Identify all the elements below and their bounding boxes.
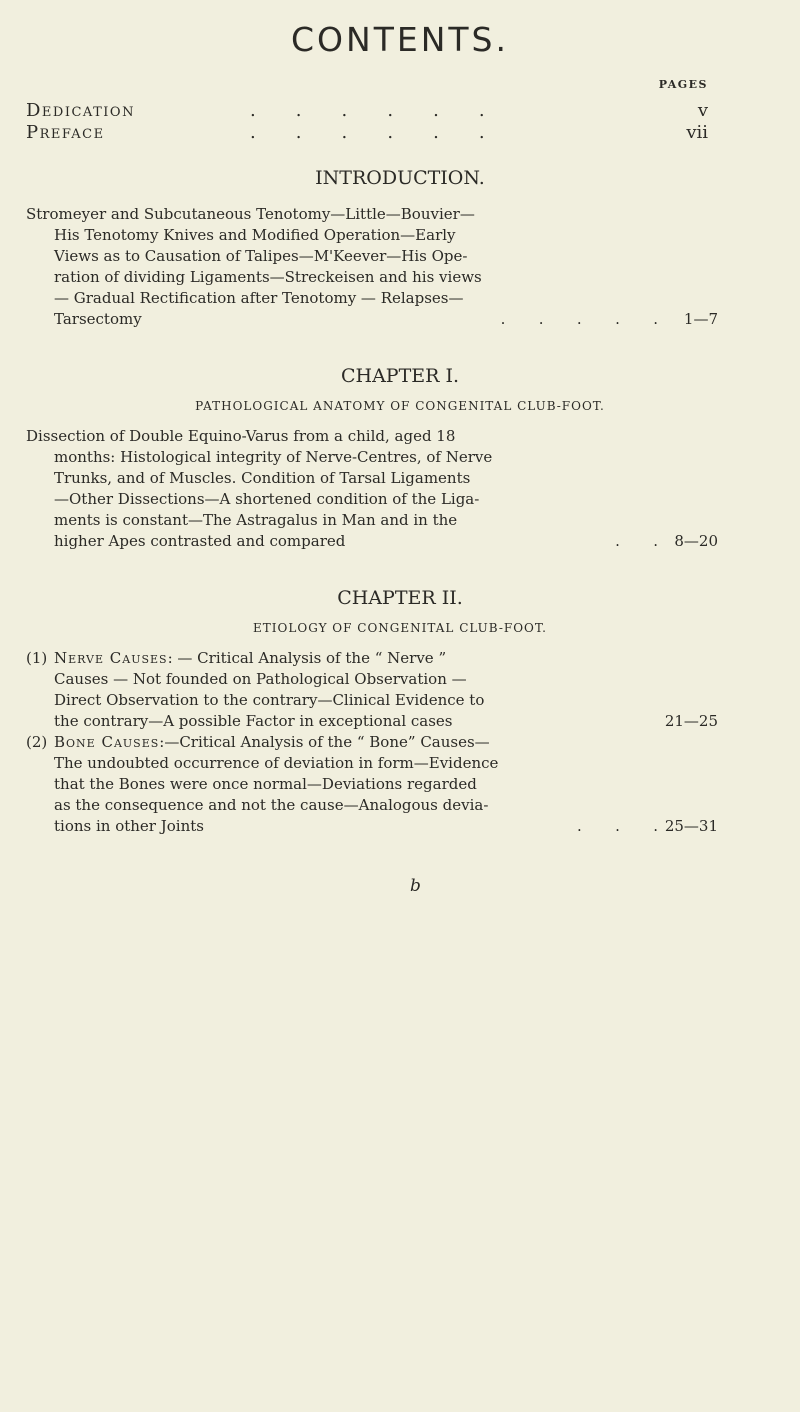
chapter-2-item-2	[26, 732, 718, 837]
chapter-2-heading: CHAPTER II.	[337, 587, 463, 609]
entry-line: Views as to Causation of Talipes—M'Keever—His Ope-	[54, 247, 468, 265]
entry-text: higher Apes contrasted and compared	[54, 532, 346, 550]
introduction-heading: INTRODUCTION.	[315, 167, 485, 189]
chapter-2-subheading: ETIOLOGY OF CONGENITAL CLUB-FOOT.	[253, 621, 547, 635]
entry-text: Tarsectomy	[54, 310, 142, 328]
entry-line-last	[26, 309, 718, 330]
entry-line: The undoubted occurrence of deviation in form—Evidence	[54, 754, 499, 772]
dot-leader: . . .	[576, 817, 658, 835]
chapter-1-subheading: PATHOLOGICAL ANATOMY OF CONGENITAL CLUB-FOOT.	[195, 399, 605, 413]
toc-page-number: 21—25	[664, 712, 718, 730]
entry-line: months: Histological integrity of Nerve-Centres, of Nerve	[54, 448, 493, 466]
introduction-entry	[26, 204, 718, 330]
item-lead: Bone Causes	[54, 733, 160, 751]
page-title: CONTENTS.	[291, 20, 509, 59]
dot-leader: . .	[615, 532, 658, 550]
entry-line: Dissection of Double Equino-Varus from a child, aged 18	[26, 427, 456, 445]
pages-column-label: PAGES	[658, 78, 708, 91]
signature-mark: b	[410, 876, 421, 896]
entry-line: ration of dividing Ligaments—Streckeisen and his views	[54, 268, 482, 286]
entry-line: Trunks, and of Muscles. Condition of Tarsal Ligaments	[54, 469, 471, 487]
chapter-2-item-1	[26, 648, 718, 732]
entry-text: the contrary—A possible Factor in exceptional cases	[54, 712, 453, 730]
toc-page-number: 1—7	[683, 310, 718, 328]
toc-row-dedication	[0, 100, 800, 122]
entry-line: His Tenotomy Knives and Modified Operation—Early	[54, 226, 456, 244]
chapter-1-heading: CHAPTER I.	[340, 365, 460, 387]
toc-page-number: vii	[686, 122, 708, 143]
item-number: (2)	[26, 733, 48, 751]
entry-line: — Gradual Rectification after Tenotomy — Relapses—	[54, 289, 464, 307]
entry-line	[26, 732, 718, 753]
entry-line: —Other Dissections—A shortened condition of the Liga-	[54, 490, 480, 508]
entry-text: tions in other Joints	[54, 817, 204, 835]
entry-line: Stromeyer and Subcutaneous Tenotomy—Little—Bouvier—	[26, 205, 475, 223]
entry-text: :—Critical Analysis of the “ Bone” Causes—	[159, 733, 490, 751]
entry-line-last	[26, 711, 718, 732]
toc-label: Dedication	[26, 100, 135, 121]
toc-page-number: 8—20	[674, 532, 718, 550]
toc-page-number: v	[697, 100, 708, 121]
entry-line-last	[26, 816, 718, 837]
entry-line: Causes — Not founded on Pathological Observation —	[54, 670, 467, 688]
item-number: (1)	[26, 649, 48, 667]
entry-text: : — Critical Analysis of the “ Nerve ”	[167, 649, 447, 667]
entry-line: ments is constant—The Astragalus in Man and in the	[54, 511, 458, 529]
entry-line: as the consequence and not the cause—Analogous devia-	[54, 796, 489, 814]
entry-line-last	[26, 531, 718, 552]
entry-line: Direct Observation to the contrary—Clinical Evidence to	[54, 691, 485, 709]
entry-line	[26, 648, 718, 669]
entry-line: that the Bones were once normal—Deviations regarded	[54, 775, 477, 793]
item-lead: Nerve Causes	[54, 649, 168, 667]
dot-leader: . . . . . .	[250, 122, 485, 143]
toc-row-preface	[0, 122, 800, 144]
dot-leader: . . . . . .	[250, 100, 485, 121]
toc-label: Preface	[26, 122, 105, 143]
chapter-1-entry	[26, 426, 718, 552]
dot-leader: . . . . .	[500, 310, 658, 328]
toc-page-number: 25—31	[664, 817, 718, 835]
